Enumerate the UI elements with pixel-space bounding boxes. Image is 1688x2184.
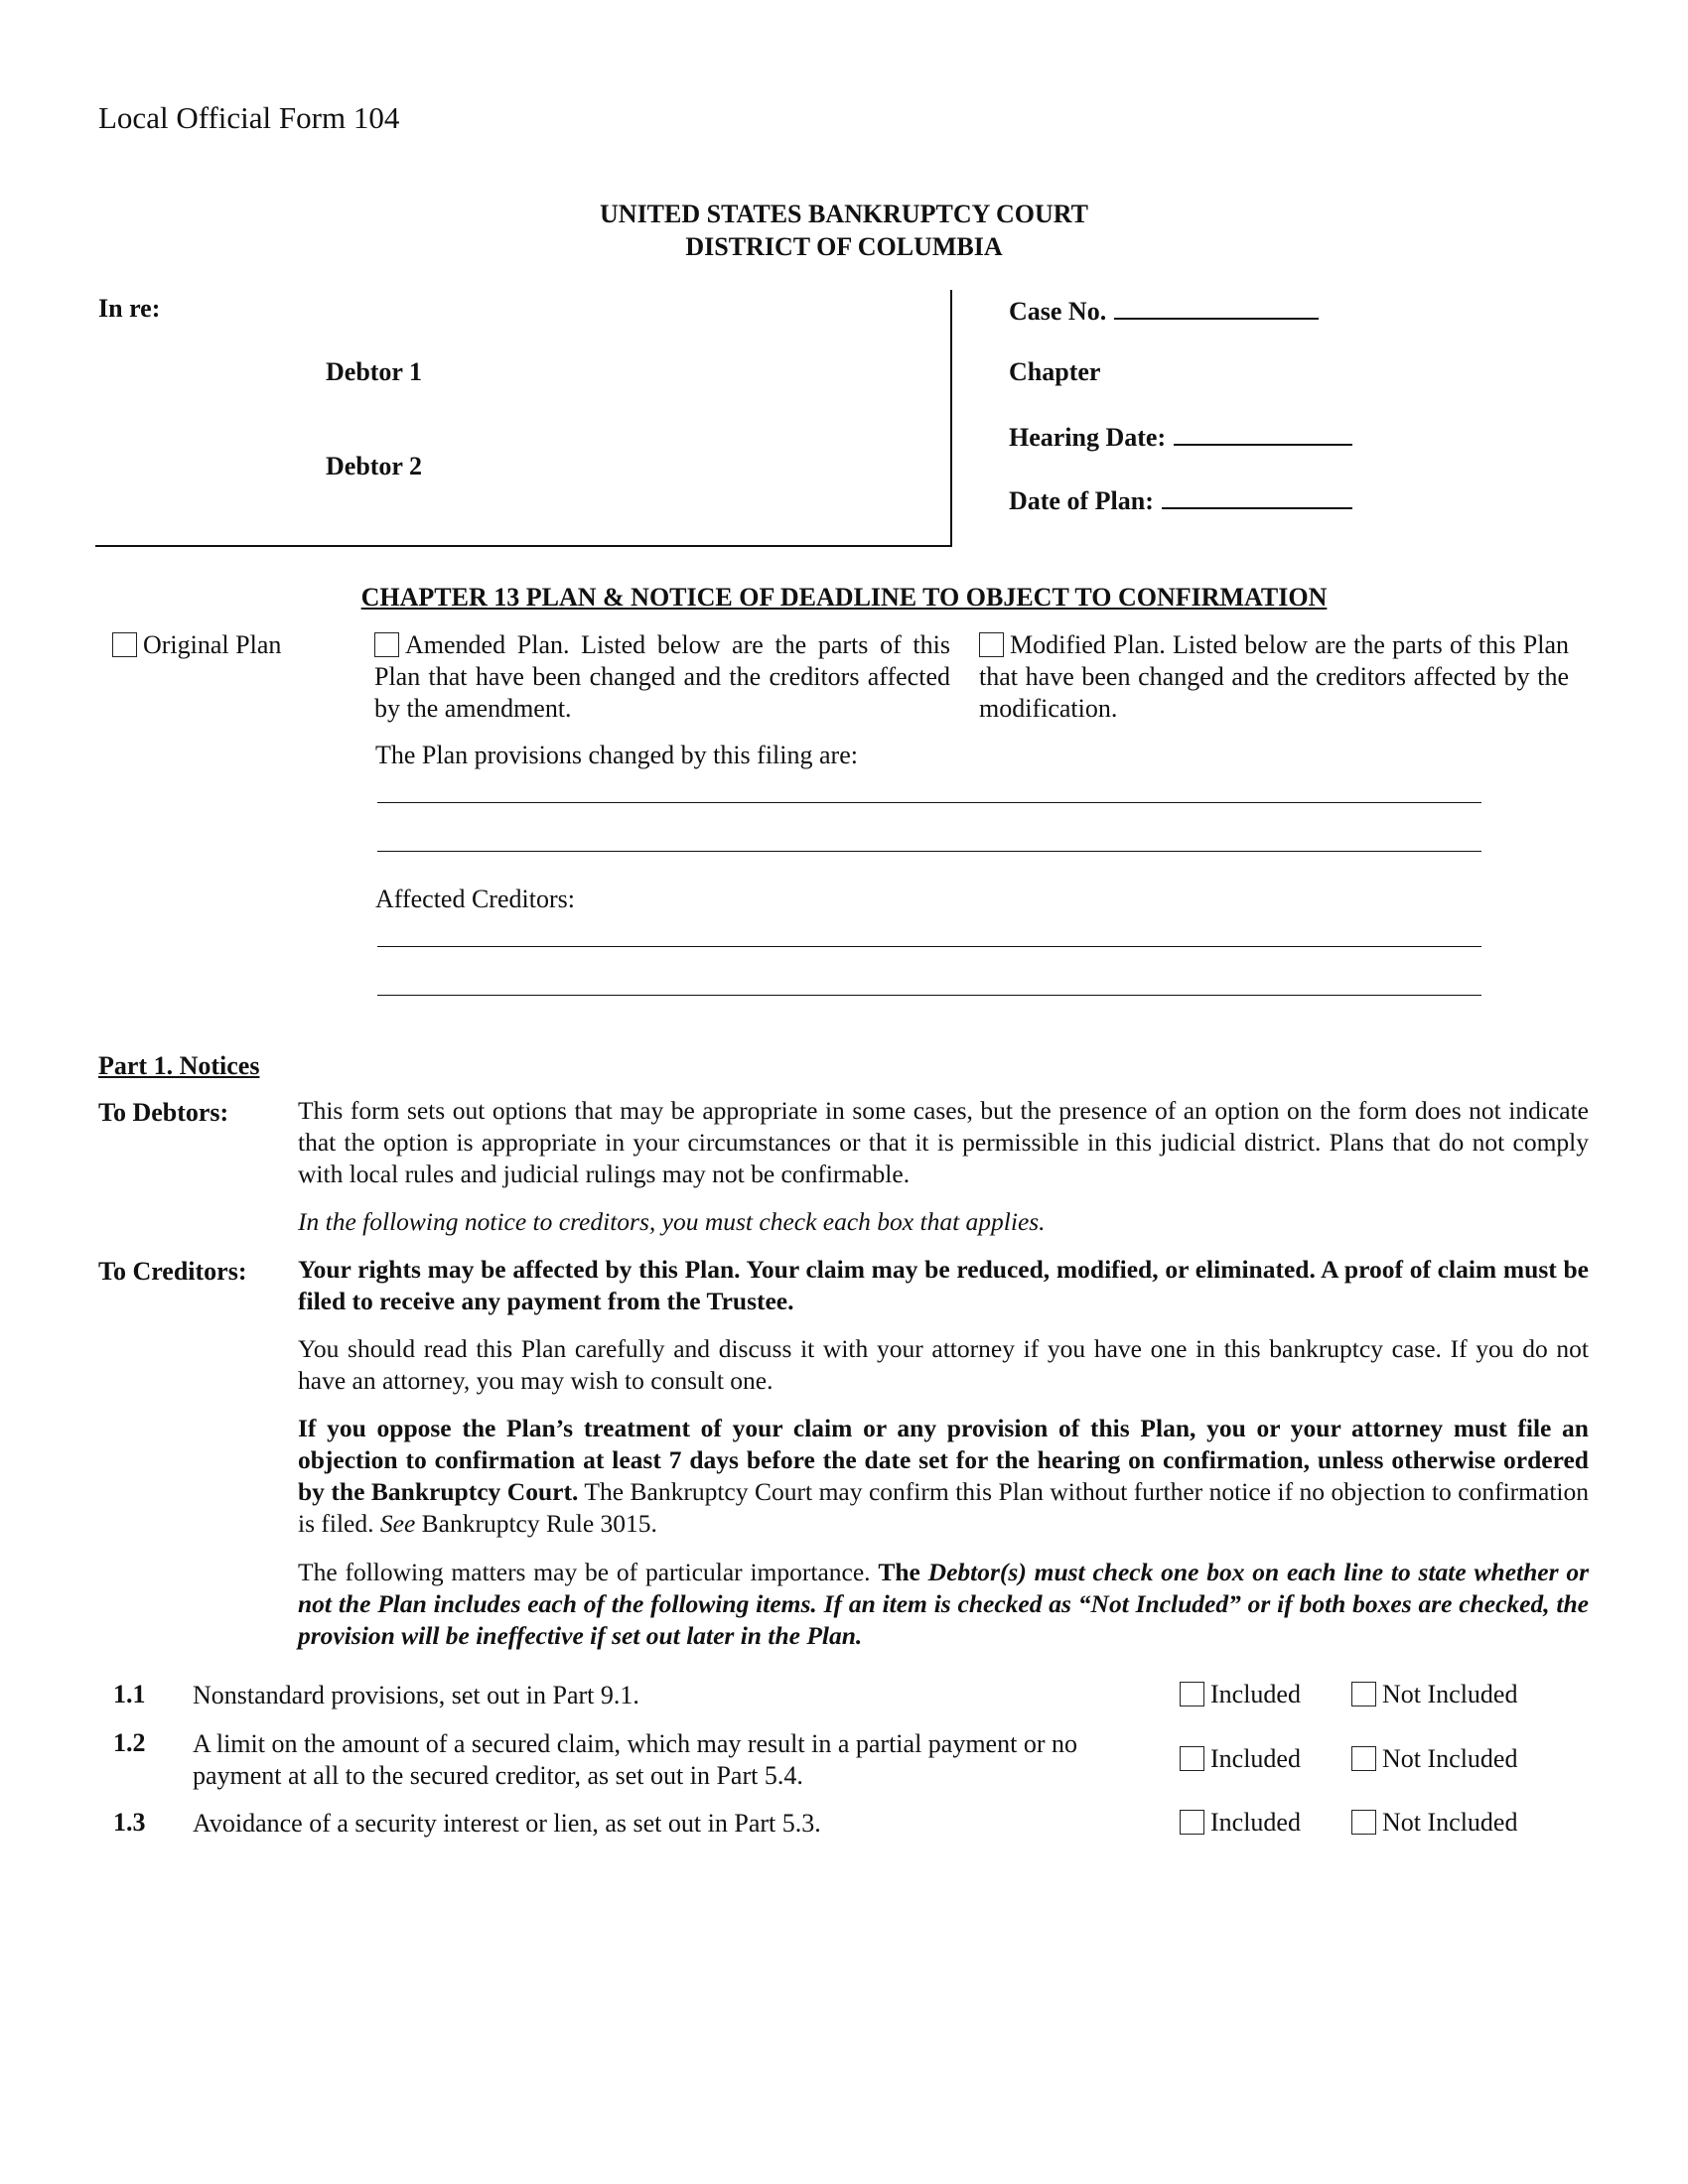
item-text: Avoidance of a security interest or lien, as set out in Part 5.3. <box>193 1809 821 1838</box>
original-plan-checkbox[interactable] <box>112 632 137 657</box>
see-word: See <box>379 1509 416 1538</box>
item-text: A limit on the amount of a secured claim, which may result in a partial payment or no payment at all to the secured creditor, as set out in Part 5.4. <box>193 1729 1077 1790</box>
not-included-label: Not Included <box>1382 1744 1518 1773</box>
affected-creditors-label: Affected Creditors: <box>375 885 575 913</box>
to-debtors-instruction: In the following notice to creditors, you must check each box that applies. <box>298 1207 1046 1236</box>
included-checkbox[interactable] <box>1180 1682 1204 1706</box>
to-debtors-text: This form sets out options that may be appropriate in some cases, but the presence of an option on the form does not indicate that the option is appropriate in your circumstances or that it is permissible in this judicial district. Plans that do not comply with local rules and judicial rulings may not be confirmable. <box>298 1096 1589 1188</box>
modified-plan-checkbox[interactable] <box>979 632 1004 657</box>
case-no-blank[interactable] <box>1114 294 1319 320</box>
to-creditors-label: To Creditors: <box>98 1257 247 1286</box>
included-checkbox[interactable] <box>1180 1810 1204 1835</box>
date-of-plan-field[interactable] <box>1009 483 1352 516</box>
hearing-date-field[interactable] <box>1009 420 1352 453</box>
item-number: 1.2 <box>113 1728 146 1757</box>
not-included-checkbox[interactable] <box>1351 1746 1376 1771</box>
oppose-plan-normal: The Bankruptcy Court may confirm this Plan without further notice if no objection to confirmation is filed. <box>298 1477 1589 1538</box>
modified-plan-label: Modified Plan. Listed below are the parts of this Plan that have been changed and the creditors affected by the modification. <box>979 630 1569 723</box>
included-label: Included <box>1210 1744 1301 1773</box>
oppose-plan-text <box>298 1413 1589 1540</box>
document-title: CHAPTER 13 PLAN & NOTICE OF DEADLINE TO OBJECT TO CONFIRMATION <box>360 583 1328 612</box>
court-district: DISTRICT OF COLUMBIA <box>685 232 1003 261</box>
matters-instruction: Debtor(s) must check one box on each line to state whether or not the Plan includes each of the following items. If an item is checked as “Not Included” or if both boxes are checked, the provision will be ineffective if set out later in the Plan. <box>298 1558 1590 1650</box>
provisions-changed-line-1[interactable] <box>377 802 1481 803</box>
item-text: Nonstandard provisions, set out in Part 9.1. <box>193 1681 639 1709</box>
affected-creditors-line-1[interactable] <box>377 946 1481 947</box>
original-plan-label: Original Plan <box>143 630 282 659</box>
amended-plan-checkbox[interactable] <box>374 632 399 657</box>
read-plan-text: You should read this Plan carefully and discuss it with your attorney if you have one in this bankruptcy case. If you do not have an attorney, you may wish to consult one. <box>298 1334 1589 1395</box>
item-included-option[interactable] <box>1180 1808 1301 1838</box>
not-included-label: Not Included <box>1382 1680 1518 1708</box>
case-no-field[interactable] <box>1009 294 1319 327</box>
not-included-checkbox[interactable] <box>1351 1682 1376 1706</box>
item-not-included-option[interactable] <box>1351 1808 1517 1838</box>
matters-normal: The following matters may be of particular importance. <box>298 1558 871 1586</box>
item-number: 1.3 <box>113 1808 146 1837</box>
item-included-option[interactable] <box>1180 1744 1301 1774</box>
amended-plan-label: Amended Plan. Listed below are the parts of this Plan that have been changed and the creditors affected by the amendment. <box>374 630 950 723</box>
rule-reference: Bankruptcy Rule 3015. <box>421 1509 657 1538</box>
not-included-checkbox[interactable] <box>1351 1810 1376 1835</box>
item-included-option[interactable] <box>1180 1680 1301 1709</box>
caption-bottom-rule <box>95 545 952 547</box>
original-plan-option[interactable] <box>112 629 281 661</box>
affected-creditors-line-2[interactable] <box>377 995 1481 996</box>
date-of-plan-label: Date of Plan: <box>1009 486 1154 515</box>
matters-text <box>298 1557 1589 1652</box>
case-no-label: Case No. <box>1009 297 1107 326</box>
not-included-label: Not Included <box>1382 1808 1518 1837</box>
form-id: Local Official Form 104 <box>98 100 400 135</box>
modified-plan-option[interactable] <box>979 629 1569 725</box>
included-label: Included <box>1210 1808 1301 1837</box>
court-name: UNITED STATES BANKRUPTCY COURT <box>600 200 1088 228</box>
debtor2-label: Debtor 2 <box>326 452 423 480</box>
hearing-date-blank[interactable] <box>1174 420 1352 446</box>
amended-plan-option[interactable] <box>374 629 950 725</box>
chapter-label: Chapter <box>1009 357 1101 386</box>
to-creditors-warning: Your rights may be affected by this Plan. Your claim may be reduced, modified, or eliminated. A proof of claim must be filed to receive any payment from the Trustee. <box>298 1255 1589 1315</box>
included-label: Included <box>1210 1680 1301 1708</box>
matters-the: The <box>878 1558 920 1586</box>
part1-title: Part 1. Notices <box>98 1051 260 1080</box>
item-not-included-option[interactable] <box>1351 1744 1517 1774</box>
to-debtors-label: To Debtors: <box>98 1098 229 1127</box>
hearing-date-label: Hearing Date: <box>1009 423 1167 452</box>
item-not-included-option[interactable] <box>1351 1680 1517 1709</box>
provisions-changed-line-2[interactable] <box>377 851 1481 852</box>
item-number: 1.1 <box>113 1680 146 1708</box>
provisions-changed-label: The Plan provisions changed by this filing are: <box>375 741 858 769</box>
debtor1-label: Debtor 1 <box>326 357 423 386</box>
oppose-plan-bold: If you oppose the Plan’s treatment of your claim or any provision of this Plan, you or your attorney must file an objection to confirmation at least 7 days before the date set for the hearing on confirmation, unless otherwise ordered by the Bankruptcy Court. <box>298 1414 1589 1506</box>
caption-divider <box>950 290 952 547</box>
in-re-label: In re: <box>98 294 161 323</box>
included-checkbox[interactable] <box>1180 1746 1204 1771</box>
date-of-plan-blank[interactable] <box>1162 483 1352 509</box>
